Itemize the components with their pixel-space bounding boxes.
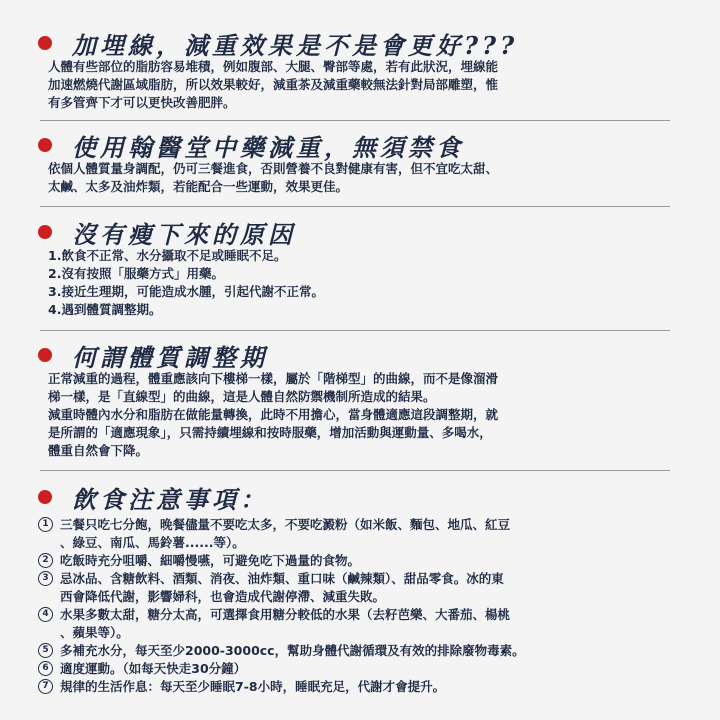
body-line: 梯一樣，是「直線型」的曲線，這是人體自然防禦機制所造成的結果。: [48, 389, 436, 404]
section-title: 何謂體質調整期: [72, 342, 268, 372]
tip-number: 7: [38, 679, 53, 694]
diet-tips-list: [38, 516, 698, 696]
body-line: 1.飲食不正常、水分攝取不足或睡眠不足。: [48, 248, 287, 263]
tip-number: 3: [38, 571, 53, 586]
body-line: 3.接近生理期，可能造成水腫，引起代謝不正常。: [48, 284, 324, 299]
body-line: 4.遇到體質調整期。: [48, 302, 162, 317]
tip-text: 吃飯時充分咀嚼、細嚼慢嚥，可避免吃下過量的食物。: [60, 553, 361, 568]
bullet-dot: [38, 490, 52, 504]
section-body-1: [48, 58, 688, 112]
body-line: 正常減重的過程，體重應該向下樓梯一樣，屬於「階梯型」的曲線，而不是像溜滑: [48, 371, 499, 386]
tip-text: 適度運動。（如每天快走30分鐘）: [60, 661, 247, 676]
tip-item: [38, 606, 698, 624]
bullet-dot: [38, 348, 52, 362]
tip-text: 水果多數太甜，糖分太高，可選擇食用糖分較低的水果（去籽芭樂、大番茄、楊桃: [60, 607, 511, 622]
tip-number: 6: [38, 661, 53, 676]
body-line: 依個人體質量身調配，仍可三餐進食，否則營養不良對健康有害，但不宜吃太甜、: [48, 161, 499, 176]
section-divider: [40, 120, 670, 121]
section-title: 使用翰醫堂中藥減重，無須禁食: [72, 132, 464, 162]
section-heading-2: [38, 128, 464, 162]
section-body-3: [48, 247, 688, 319]
section-heading-3: [38, 215, 296, 249]
section-divider: [40, 470, 670, 471]
section-body-4: [48, 370, 688, 460]
body-line: 2.沒有按照「服藥方式」用藥。: [48, 266, 224, 281]
tip-text: 規律的生活作息：每天至少睡眠7-8小時，睡眠充足，代謝才會提升。: [60, 679, 446, 694]
section-divider: [40, 206, 670, 207]
tip-item: [38, 660, 698, 678]
body-line: 人體有些部位的脂肪容易堆積，例如腹部、大腿、臀部等處，若有此狀況，埋線能: [48, 59, 499, 74]
tip-text: 忌冰品、含糖飲料、酒類、消夜、油炸類、重口味（鹹辣類）、甜品零食。冰的東: [60, 571, 504, 586]
tip-continuation: 西會降低代謝，影響婦科，也會造成代謝停滯、減重失敗。: [60, 589, 386, 604]
tip-item: [38, 642, 698, 660]
tip-item: [38, 552, 698, 570]
tip-item: [38, 516, 698, 534]
body-line: 體重自然會下降。: [48, 443, 149, 458]
bullet-dot: [38, 138, 52, 152]
tip-number: 5: [38, 643, 53, 658]
tip-number: 4: [38, 607, 53, 622]
section-body-2: [48, 160, 688, 196]
tip-text: 多補充水分，每天至少2000-3000cc，幫助身體代謝循環及有效的排除廢物毒素。: [60, 643, 525, 658]
section-heading-1: [38, 26, 518, 60]
section-title: 沒有瘦下來的原因: [72, 219, 296, 249]
tip-continuation: 、蘋果等）。: [60, 625, 129, 640]
body-line: 減重時體內水分和脂肪在做能量轉換，此時不用擔心，當身體適應這段調整期，就: [48, 407, 499, 422]
section-title: 加埋線，減重效果是不是會更好???: [72, 30, 519, 60]
body-line: 有多管齊下才可以更快改善肥胖。: [48, 95, 236, 110]
body-line: 是所謂的「適應現象」，只需持續埋線和按時服藥，增加活動與運動量、多喝水，: [48, 425, 492, 440]
section-heading-5: [38, 480, 268, 514]
section-heading-4: [38, 338, 268, 372]
section-title: 飲食注意事項：: [72, 484, 268, 514]
bullet-dot: [38, 36, 52, 50]
tip-item: [38, 570, 698, 588]
tip-number: 2: [38, 553, 53, 568]
tip-text: 三餐只吃七分飽，晚餐儘量不要吃太多，不要吃澱粉（如米飯、麵包、地瓜、紅豆: [60, 517, 511, 532]
body-line: 太鹹、太多及油炸類，若能配合一些運動，效果更佳。: [48, 179, 349, 194]
tip-number: 1: [38, 517, 53, 532]
section-divider: [40, 330, 670, 331]
body-line: 加速燃燒代謝區域脂肪，所以效果較好，減重茶及減重藥較無法針對局部雕塑，惟: [48, 77, 499, 92]
tip-item: [38, 678, 698, 696]
bullet-dot: [38, 225, 52, 239]
tip-continuation: 、綠豆、南瓜、馬鈴薯......等）。: [60, 535, 245, 550]
